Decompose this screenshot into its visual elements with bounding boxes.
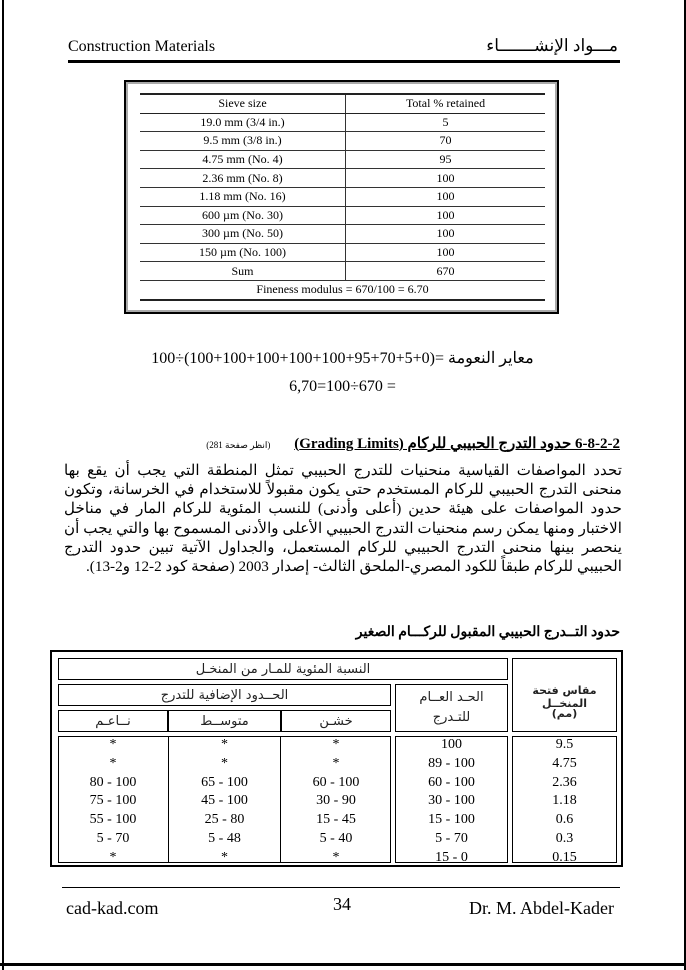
footer-author: Dr. M. Abdel-Kader (469, 898, 614, 918)
sieve-cell: 150 µm (No. 100) (140, 243, 346, 262)
table-row (140, 262, 545, 281)
fine-column (58, 736, 168, 868)
sieve-cell: 300 µm (No. 50) (140, 225, 346, 244)
sieve-opening-header: مقاس فتحة المنخــل (مم) (512, 658, 617, 732)
retained-cell: 100 (346, 187, 546, 206)
table-row (140, 225, 545, 244)
table-cell: 89 - 100 (428, 755, 475, 771)
sieve-cell: 9.5 mm (3/8 in.) (140, 132, 346, 151)
section-title: 6-8-2-2 حدود التدرج الحبيبي للركام (Grading Limits) (294, 436, 620, 452)
table-cell: * (332, 755, 340, 771)
retained-cell: 100 (346, 169, 546, 188)
table-cell: * (109, 849, 117, 865)
table-cell: 0.15 (552, 849, 577, 865)
page-reference-note: (انظر صفحة 281) (206, 440, 271, 450)
table-cell: 15 - 0 (435, 849, 468, 865)
retained-cell: 5 (346, 113, 546, 132)
footer-website: cad-kad.com (66, 898, 159, 918)
fineness-formula: معاير النعومة =(0+5+70+95+100+100+100+100+100)÷100 (151, 350, 534, 367)
table-cell: * (221, 755, 228, 771)
sieve-size-header: Sieve size (140, 94, 346, 113)
table-cell: 5 - 48 (208, 830, 241, 846)
table-cell: 5 - 70 (96, 830, 130, 846)
retained-cell: 100 (346, 206, 546, 225)
retained-cell: 100 (346, 225, 546, 244)
table-cell: 15 - 45 (316, 812, 356, 828)
additional-limits-header: الحــدود الإضافية للتدرج (58, 684, 391, 706)
fineness-row (140, 280, 545, 299)
sieve-cell: 4.75 mm (No. 4) (140, 150, 346, 169)
medium-subheader: متوســط (168, 710, 281, 732)
table-cell: 30 - 90 (316, 793, 356, 809)
table-cell: 5 - 70 (435, 830, 468, 846)
header-left-title: Construction Materials (68, 38, 216, 55)
table-cell: * (109, 755, 117, 771)
table-cell: 0.6 (555, 812, 574, 828)
percent-passing-header: النسبة المئوية للمـار من المنخـل (58, 658, 508, 680)
sieve-cell: 2.36 mm (No. 8) (140, 169, 346, 188)
table-row (140, 132, 545, 151)
footer-rule (62, 887, 620, 888)
fineness-result: = 670÷100=6,70 (289, 378, 396, 395)
retained-header: Total % retained (346, 94, 546, 113)
body-paragraph: تحدد المواصفات القياسية منحنيات للتدرج الحبيبي تمثل المنطقة التي يجب أن يقع بها منحنى التدرج الحبيبي للركام المستخدم حتى يكون مقبولاً للاستخدام في الخرسانة، وتكون حدود المواصفات على هيئة حدين (أعلى وأدنى) للنسب المئوية للركام المار في مناخل الاختبار ومنها يمكن رسم منحنيات التدرج الحبيبي الأعلى والأدنى المسموح بها والتي يجب أن ينحصر بينها منحنى التدرج الحبيبي للركام المستعمل، والجداول الآتية تبين حدود التدرج الحبيبي للركام طبقاً للكود المصري-الملحق الثالث- إصدار 2003 (صفحة كود 2-12 و2-13). (64, 462, 622, 576)
general-limit-header: الحـد العــام للتـدرج (395, 684, 508, 732)
sieve-table-figure (124, 80, 559, 314)
table-cell: 80 - 100 (89, 774, 137, 790)
general-column (395, 736, 508, 868)
table-cell: 0.3 (555, 830, 574, 846)
header-right-title: مـــواد الإنشـــــــاء (486, 36, 618, 55)
medium-column (168, 736, 281, 868)
sieve-cell: 19.0 mm (3/4 in.) (140, 113, 346, 132)
table-cell: 60 - 100 (312, 774, 360, 790)
table-cell: 55 - 100 (89, 812, 137, 828)
header-rule (68, 60, 620, 63)
sieve-cell: 1.18 mm (No. 16) (140, 187, 346, 206)
sieve-size-column (512, 736, 617, 868)
sum-value: 670 (346, 262, 546, 281)
table-row (140, 169, 545, 188)
table-row (140, 243, 545, 262)
table-cell: 65 - 100 (201, 774, 248, 790)
table-row (140, 206, 545, 225)
table-cell: * (109, 737, 117, 752)
sieve-cell: 600 µm (No. 30) (140, 206, 346, 225)
page-number: 34 (333, 894, 351, 914)
fineness-modulus: Fineness modulus = 670/100 = 6.70 (140, 280, 545, 299)
sieve-table (140, 93, 545, 301)
table-cell: 4.75 (552, 755, 577, 771)
table-cell: 15 - 100 (428, 812, 475, 828)
table-cell: 1.18 (552, 793, 577, 809)
grading-limits-table (50, 650, 623, 867)
table-cell: 45 - 100 (201, 793, 248, 809)
page-header (68, 36, 620, 60)
table-cell: * (221, 737, 228, 752)
table-cell: * (332, 849, 340, 865)
table-cell: 60 - 100 (428, 774, 475, 790)
fine-subheader: نــاعـم (58, 710, 168, 732)
page-border-bottom (0, 963, 686, 966)
table-cell: 5 - 40 (319, 830, 353, 846)
table-cell: 9.5 (555, 737, 574, 752)
table-row (140, 150, 545, 169)
table-cell: 30 - 100 (428, 793, 475, 809)
coarse-column (281, 736, 391, 868)
table-cell: 75 - 100 (89, 793, 137, 809)
retained-cell: 100 (346, 243, 546, 262)
section-heading (160, 434, 620, 453)
page-border-left (2, 0, 4, 970)
table-cell: 2.36 (552, 774, 577, 790)
table-cell: * (332, 737, 340, 752)
retained-cell: 95 (346, 150, 546, 169)
table-cell: * (221, 849, 228, 865)
table-cell: 100 (441, 737, 462, 752)
retained-cell: 70 (346, 132, 546, 151)
table-cell: 25 - 80 (204, 812, 245, 828)
limits-table-title: حدود التــدرج الحبيبي المقبول للركـــام الصغير (355, 625, 620, 640)
table-row (140, 113, 545, 132)
coarse-subheader: خشـن (281, 710, 391, 732)
sum-label: Sum (140, 262, 346, 281)
table-row (140, 187, 545, 206)
